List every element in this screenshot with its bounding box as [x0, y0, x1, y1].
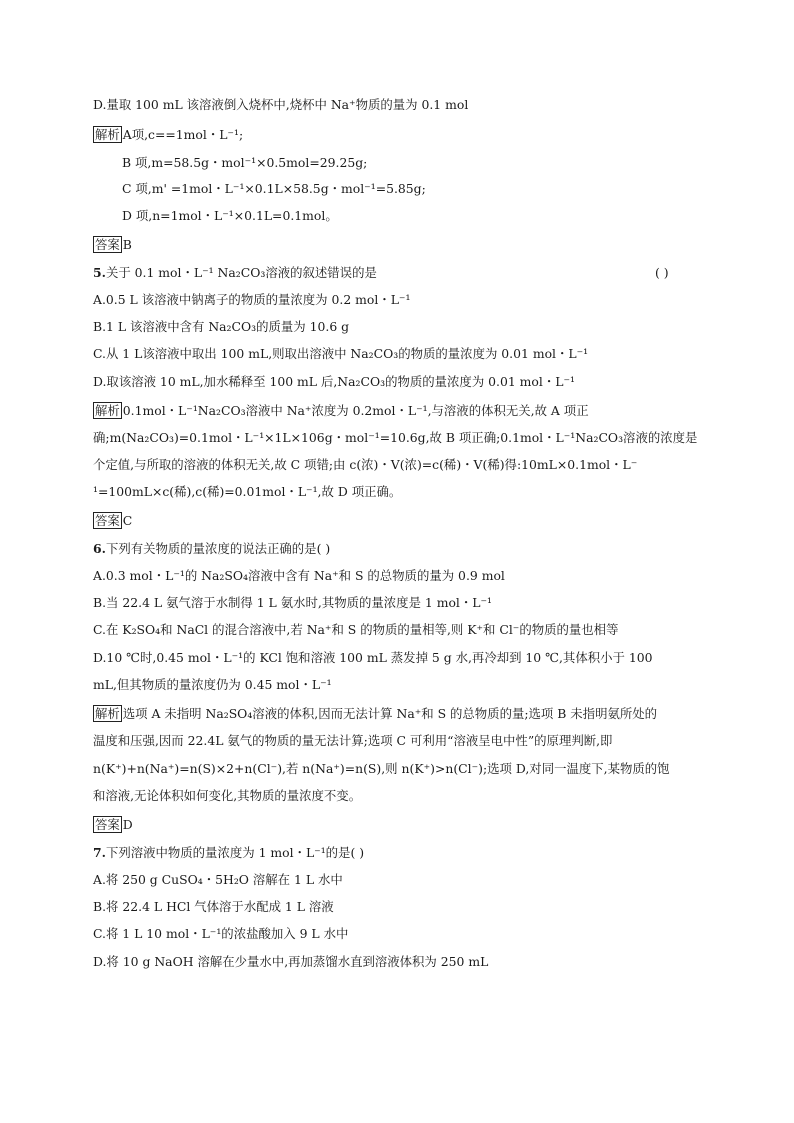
analysis-line: 解析 选项 A 未指明 Na₂SO₄溶液的体积,因而无法计算 Na⁺和 S 的总物质的量;选项 B 未指明氨所处的 [95, 706, 658, 721]
analysis-line: B 项,m=58.5g・mol⁻¹×0.5mol=29.25g; [122, 155, 368, 170]
option-c: C.将 1 L 10 mol・L⁻¹的浓盐酸加入 9 L 水中 [93, 926, 349, 941]
option-d-prev: D.量取 100 mL 该溶液倒入烧杯中,烧杯中 Na⁺物质的量为 0.1 mol [93, 97, 469, 112]
analysis-line: n(K⁺)+n(Na⁺)=n(S)×2+n(Cl⁻),若 n(Na⁺)=n(S),则 n(K⁺)>n(Cl⁻);选项 D,对同一温度下,某物质的饱 [93, 761, 670, 776]
analysis-tag: 解析 [95, 403, 120, 418]
analysis-tag: 解析 [95, 706, 120, 721]
option-a: A.0.3 mol・L⁻¹的 Na₂SO₄溶液中含有 Na⁺和 S 的总物质的量为 0.9 mol [93, 568, 505, 583]
option-b: B.1 L 该溶液中含有 Na₂CO₃的质量为 10.6 g [93, 319, 350, 334]
analysis-tag: 解析 [95, 127, 120, 142]
answer-blank: ( ) [655, 265, 669, 280]
answer-line: 答案 B [95, 237, 132, 252]
analysis-line: D 项,n=1mol・L⁻¹×0.1L=0.1mol。 [122, 208, 338, 223]
analysis-line: 解析 0.1mol・L⁻¹Na₂CO₃溶液中 Na⁺浓度为 0.2mol・L⁻¹,与溶液的体积无关,故 A 项正 [95, 403, 589, 418]
question-5: 5.关于 0.1 mol・L⁻¹ Na₂CO₃溶液的叙述错误的是 [93, 265, 377, 280]
option-d: D.取该溶液 10 mL,加水稀释至 100 mL 后,Na₂CO₃的物质的量浓度为 0.01 mol・L⁻¹ [93, 374, 575, 389]
question-6: 6.下列有关物质的量浓度的说法正确的是( ) [93, 541, 331, 556]
analysis-line: 和溶液,无论体积如何变化,其物质的量浓度不变。 [93, 788, 362, 803]
analysis-line: 确;m(Na₂CO₃)=0.1mol・L⁻¹×1L×106g・mol⁻¹=10.6g,故 B 项正确;0.1mol・L⁻¹Na₂CO₃溶液的浓度是 [93, 430, 698, 445]
answer-line: 答案 D [95, 817, 133, 832]
answer-tag: 答案 [95, 513, 120, 528]
answer-tag: 答案 [95, 237, 120, 252]
analysis-line: 解析 A项,c==1mol・L⁻¹; [95, 127, 244, 142]
analysis-line: ¹=100mL×c(稀),c(稀)=0.01mol・L⁻¹,故 D 项正确。 [93, 484, 402, 499]
analysis-line: 温度和压强,因而 22.4L 氨气的物质的量无法计算;选项 C 可利用“溶液呈电中性”的原理判断,即 [93, 733, 613, 748]
option-b: B.将 22.4 L HCl 气体溶于水配成 1 L 溶液 [93, 899, 334, 914]
analysis-line: C 项,m' =1mol・L⁻¹×0.1L×58.5g・mol⁻¹=5.85g; [122, 181, 426, 196]
question-7: 7.下列溶液中物质的量浓度为 1 mol・L⁻¹的是( ) [93, 845, 365, 860]
option-d: D.将 10 g NaOH 溶解在少量水中,再加蒸馏水直到溶液体积为 250 mL [93, 954, 489, 969]
option-a: A.将 250 g CuSO₄・5H₂O 溶解在 1 L 水中 [93, 872, 343, 887]
option-d: D.10 ℃时,0.45 mol・L⁻¹的 KCl 饱和溶液 100 mL 蒸发掉 5 g 水,再冷却到 10 ℃,其体积小于 100 [93, 650, 653, 665]
answer-tag: 答案 [95, 817, 120, 832]
answer-line: 答案 C [95, 513, 133, 528]
analysis-line: 个定值,与所取的溶液的体积无关,故 C 项错;由 c(浓)・V(浓)=c(稀)・V(稀)得:10mL×0.1mol・L⁻ [93, 457, 638, 472]
option-b: B.当 22.4 L 氨气溶于水制得 1 L 氨水时,其物质的量浓度是 1 mol・L⁻¹ [93, 595, 493, 610]
option-c: C.从 1 L该溶液中取出 100 mL,则取出溶液中 Na₂CO₃的物质的量浓度为 0.01 mol・L⁻¹ [93, 346, 589, 361]
option-d-cont: mL,但其物质的量浓度仍为 0.45 mol・L⁻¹ [93, 677, 332, 692]
option-a: A.0.5 L 该溶液中钠离子的物质的量浓度为 0.2 mol・L⁻¹ [93, 292, 411, 307]
option-c: C.在 K₂SO₄和 NaCl 的混合溶液中,若 Na⁺和 S 的物质的量相等,则 K⁺和 Cl⁻的物质的量也相等 [93, 622, 619, 637]
